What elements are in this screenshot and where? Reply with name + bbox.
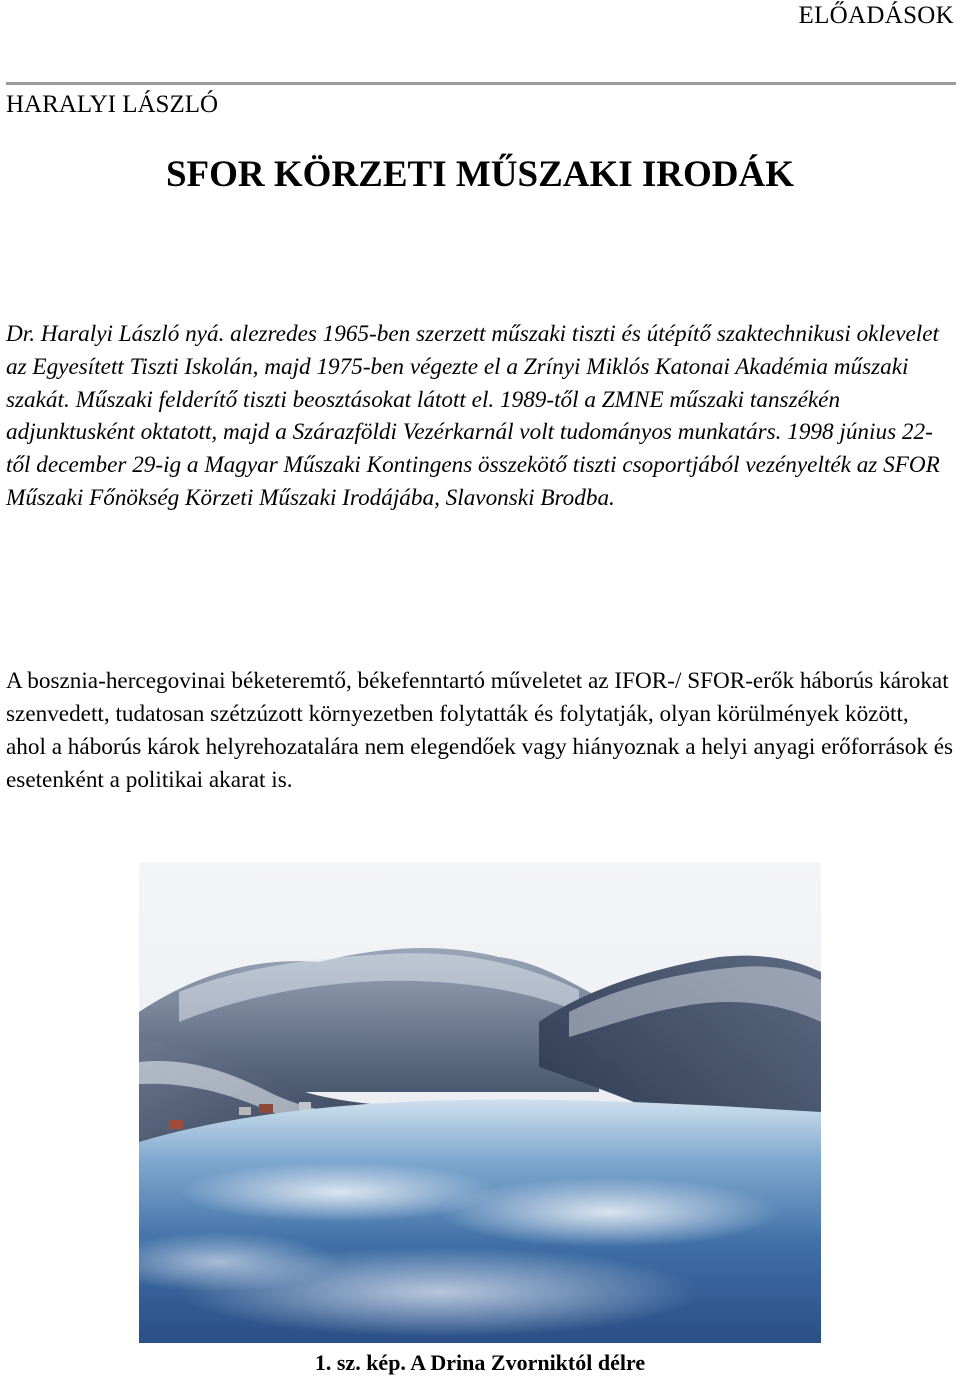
river-photo bbox=[139, 862, 821, 1343]
figure-caption: 1. sz. kép. A Drina Zvorniktól délre bbox=[314, 1350, 646, 1375]
section-label: ELŐADÁSOK bbox=[798, 2, 954, 29]
author-bio: Dr. Haralyi László nyá. alezredes 1965-ben szerzett műszaki tiszti és útépítő szaktechnikusi oklevelet az Egyesített Tiszti Iskolán, majd 1975-ben végezte el a Zrínyi Miklós Katonai Akadémia műszaki szakát. Műszaki felderítő tiszti beosztásokat látott el. 1989-től a ZMNE műszaki tanszékén adjunktusként oktatott, majd a Szárazföldi Vezérkarnál volt tudományos munkatárs. 1998 június 22-től december 29-ig a Magyar Műszaki Kontingens összekötő tiszti csoportjából vezényelték az SFOR Műszaki Főnökség Körzeti Műszaki Irodájába, Slavonski Brodba. bbox=[6, 321, 940, 511]
author-name: HARALYI LÁSZLÓ bbox=[6, 91, 219, 118]
article-title: SFOR KÖRZETI MŰSZAKI IRODÁK bbox=[165, 154, 795, 195]
body-paragraph: A bosznia-hercegovinai béketeremtő, békefenntartó műveletet az IFOR-/ SFOR-erők háborús károkat szenvedett, tudatosan szétzúzott környezetben folytatták és folytatják, olyan körülmények között, ahol a háborús károk helyrehozatalára nem elegendőek vagy hiányoznak a helyi anyagi erőforrások és esetenként a politikai akarat is. bbox=[6, 668, 954, 793]
header-rule bbox=[6, 82, 956, 85]
